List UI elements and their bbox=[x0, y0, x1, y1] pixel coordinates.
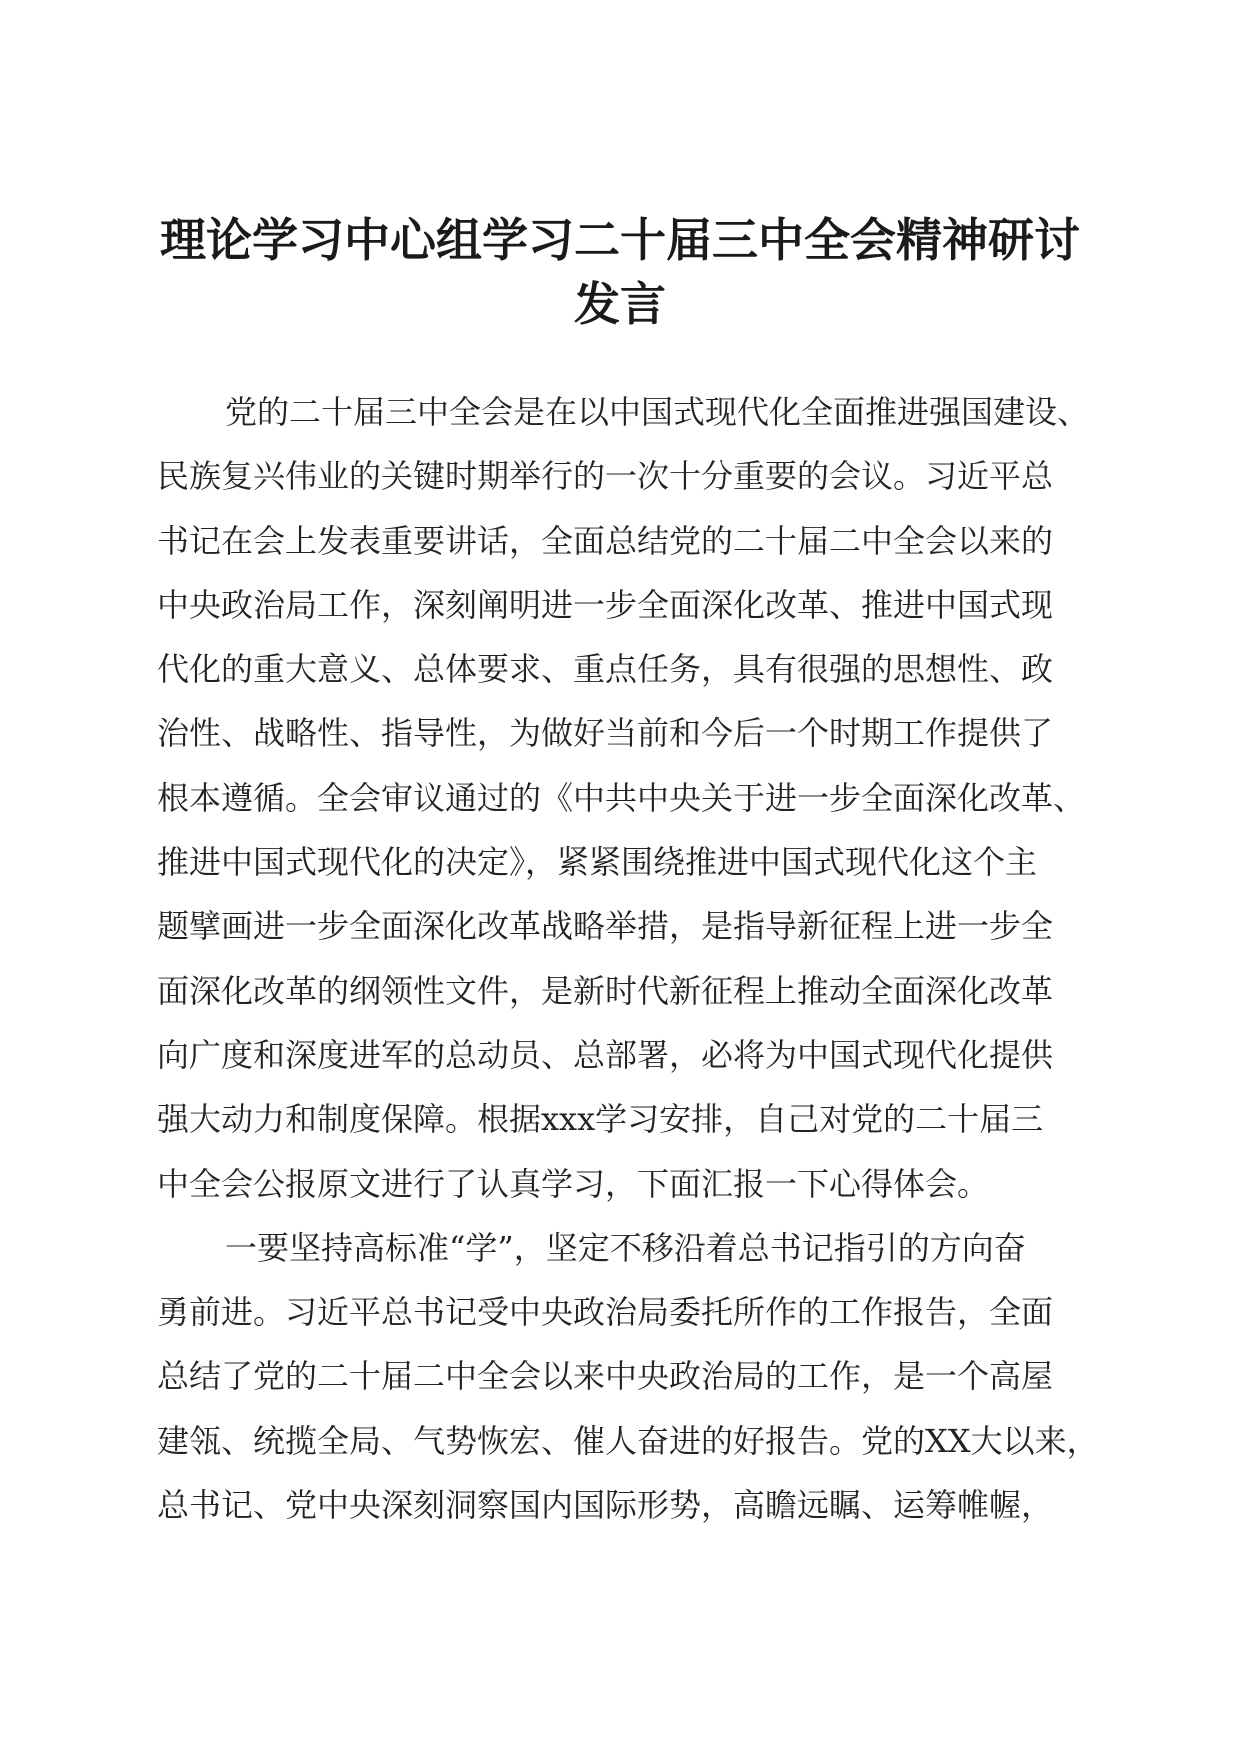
text-line: 推进中国式现代化的决定》，紧紧围绕推进中国式现代化这个主 bbox=[157, 843, 1038, 882]
text-line: 强大动力和制度保障。根据xxx学习安排，自己对党的二十届三 bbox=[157, 1100, 1044, 1139]
text-line: 总书记、党中央深刻洞察国内国际形势，高瞻远瞩、运筹帷幄， bbox=[157, 1486, 1054, 1525]
text-line: 代化的重大意义、总体要求、重点任务，具有很强的思想性、政 bbox=[157, 650, 1054, 689]
document-body bbox=[157, 380, 1097, 1537]
text-line: 民族复兴伟业的关键时期举行的一次十分重要的会议。习近平总 bbox=[157, 457, 1054, 496]
text-line: 中全会公报原文进行了认真学习，下面汇报一下心得体会。 bbox=[157, 1164, 990, 1203]
text-line: 向广度和深度进军的总动员、总部署，必将为中国式现代化提供 bbox=[157, 1035, 1054, 1074]
title-line: 理论学习中心组学习二十届三中全会精神研讨 bbox=[160, 213, 1080, 267]
text-line: 书记在会上发表重要讲话，全面总结党的二十届二中全会以来的 bbox=[157, 521, 1054, 560]
text-line: 党的二十届三中全会是在以中国式现代化全面推进强国建设、 bbox=[225, 393, 1090, 431]
paragraph-study bbox=[157, 1216, 1097, 1537]
document-title bbox=[150, 208, 1090, 336]
text-line: 建瓴、统揽全局、气势恢宏、催人奋进的好报告。党的XX大以来， bbox=[157, 1421, 1099, 1460]
text-line: 面深化改革的纲领性文件，是新时代新征程上推动全面深化改革 bbox=[157, 971, 1054, 1010]
title-line: 发言 bbox=[574, 277, 666, 331]
text-line: 中央政治局工作，深刻阐明进一步全面深化改革、推进中国式现 bbox=[157, 585, 1054, 624]
text-line: 勇前进。习近平总书记受中央政治局委托所作的工作报告，全面 bbox=[157, 1293, 1054, 1332]
text-line: 题擘画进一步全面深化改革战略举措，是指导新征程上进一步全 bbox=[157, 907, 1054, 946]
paragraph-intro bbox=[157, 380, 1097, 1216]
text-line: 一要坚持高标准“学”，坚定不移沿着总书记指引的方向奋 bbox=[225, 1228, 1026, 1267]
text-line: 总结了党的二十届二中全会以来中央政治局的工作，是一个高屋 bbox=[157, 1357, 1054, 1396]
text-line: 根本遵循。全会审议通过的《中共中央关于进一步全面深化改革、 bbox=[157, 778, 1086, 817]
text-line: 治性、战略性、指导性，为做好当前和今后一个时期工作提供了 bbox=[157, 714, 1054, 753]
